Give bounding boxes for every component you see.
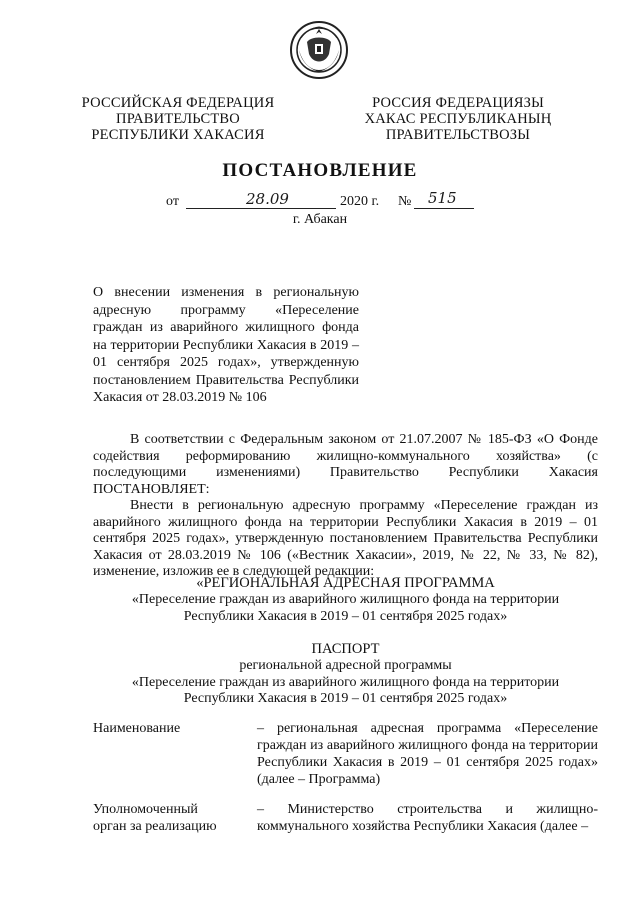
program-subtitle — [93, 592, 598, 625]
date-line — [0, 189, 640, 212]
header-right — [358, 95, 558, 143]
header-right-line1: РОССИЯ ФЕДЕРАЦИЯЗЫ — [372, 95, 544, 111]
handwritten-number: 515 — [428, 189, 457, 207]
document-title: ПОСТАНОВЛЕНИЕ — [222, 160, 418, 181]
handwritten-date: 28.09 — [246, 190, 289, 208]
header-left-line3: РЕСПУБЛИКИ ХАКАСИЯ — [91, 127, 265, 143]
date-year: 2020 г. — [340, 194, 380, 209]
number-sign: № — [398, 194, 412, 209]
table-row-value: – Министерство строительства и жилищно-коммунального хозяйства Республики Хакасия (далее – — [257, 802, 598, 834]
republic-of-khakassia-emblem-icon — [289, 20, 349, 80]
header-right-line3: ПРАВИТЕЛЬСТВОЗЫ — [385, 127, 531, 143]
passport-subtitle — [93, 658, 598, 708]
program-subtitle-line2: Республики Хакасия в 2019 – 01 сентября 2025 годах» — [183, 608, 508, 624]
body-paragraph-1: В соответствии с Федеральным законом от 21.07.2007 № 185-ФЗ «О Фонде содействия реформированию жилищно-коммунального хозяйства» (с последующими изменениями) Правительство Республики Хакасия ПОСТАНОВЛЯЕТ: — [93, 432, 598, 497]
header-left — [78, 95, 278, 143]
date-underline — [186, 208, 336, 209]
document-subject: О внесении изменения в региональную адресную программу «Переселение граждан из аварийного жилищного фонда на территории Республики Хакасия в 2019 – 01 сентября 2025 годах», утвержденную постановлением Правительства Республики Хакасия от 28.03.2019 № 106 — [93, 285, 359, 405]
passport-line2: «Переселение граждан из аварийного жилищного фонда на территории — [131, 674, 560, 690]
header-left-line2: ПРАВИТЕЛЬСТВО — [116, 111, 240, 127]
table-row-label: Уполномоченный орган за реализацию — [93, 802, 217, 834]
body-paragraph-2: Внести в региональную адресную программу «Переселение граждан из аварийного жилищного фонда на территории Республики Хакасия в 2019 – 01 сентября 2025 годах», утвержденную постановлением Правительства Республики Хакасия от 28.03.2019 № 106 («Вестник Хакасии», 2019, № 22, № 33, № 82), изменение, изложив ее в следующей редакции: — [93, 498, 598, 579]
passport-title: ПАСПОРТ — [311, 641, 380, 657]
city-label: г. Абакан — [292, 212, 348, 227]
table-row-value: – региональная адресная программа «Переселение граждан из аварийного жилищного фонда на территории Республики Хакасия в 2019 – 01 сентября 2025 годах» (далее – Программа) — [257, 721, 598, 787]
program-subtitle-line1: «Переселение граждан из аварийного жилищного фонда на территории — [131, 592, 560, 607]
passport-line1: региональной адресной программы — [239, 658, 452, 673]
passport-line3: Республики Хакасия в 2019 – 01 сентября 2025 годах» — [183, 691, 508, 706]
header-right-line2: ХАКАС РЕСПУБЛИКАНЫҢ — [364, 111, 552, 127]
date-prefix: от — [166, 194, 179, 209]
program-title: «РЕГИОНАЛЬНАЯ АДРЕСНАЯ ПРОГРАММА — [196, 575, 495, 591]
number-underline — [414, 208, 474, 209]
table-row-label: Наименование — [93, 721, 181, 736]
header-left-line1: РОССИЙСКАЯ ФЕДЕРАЦИЯ — [81, 95, 275, 111]
